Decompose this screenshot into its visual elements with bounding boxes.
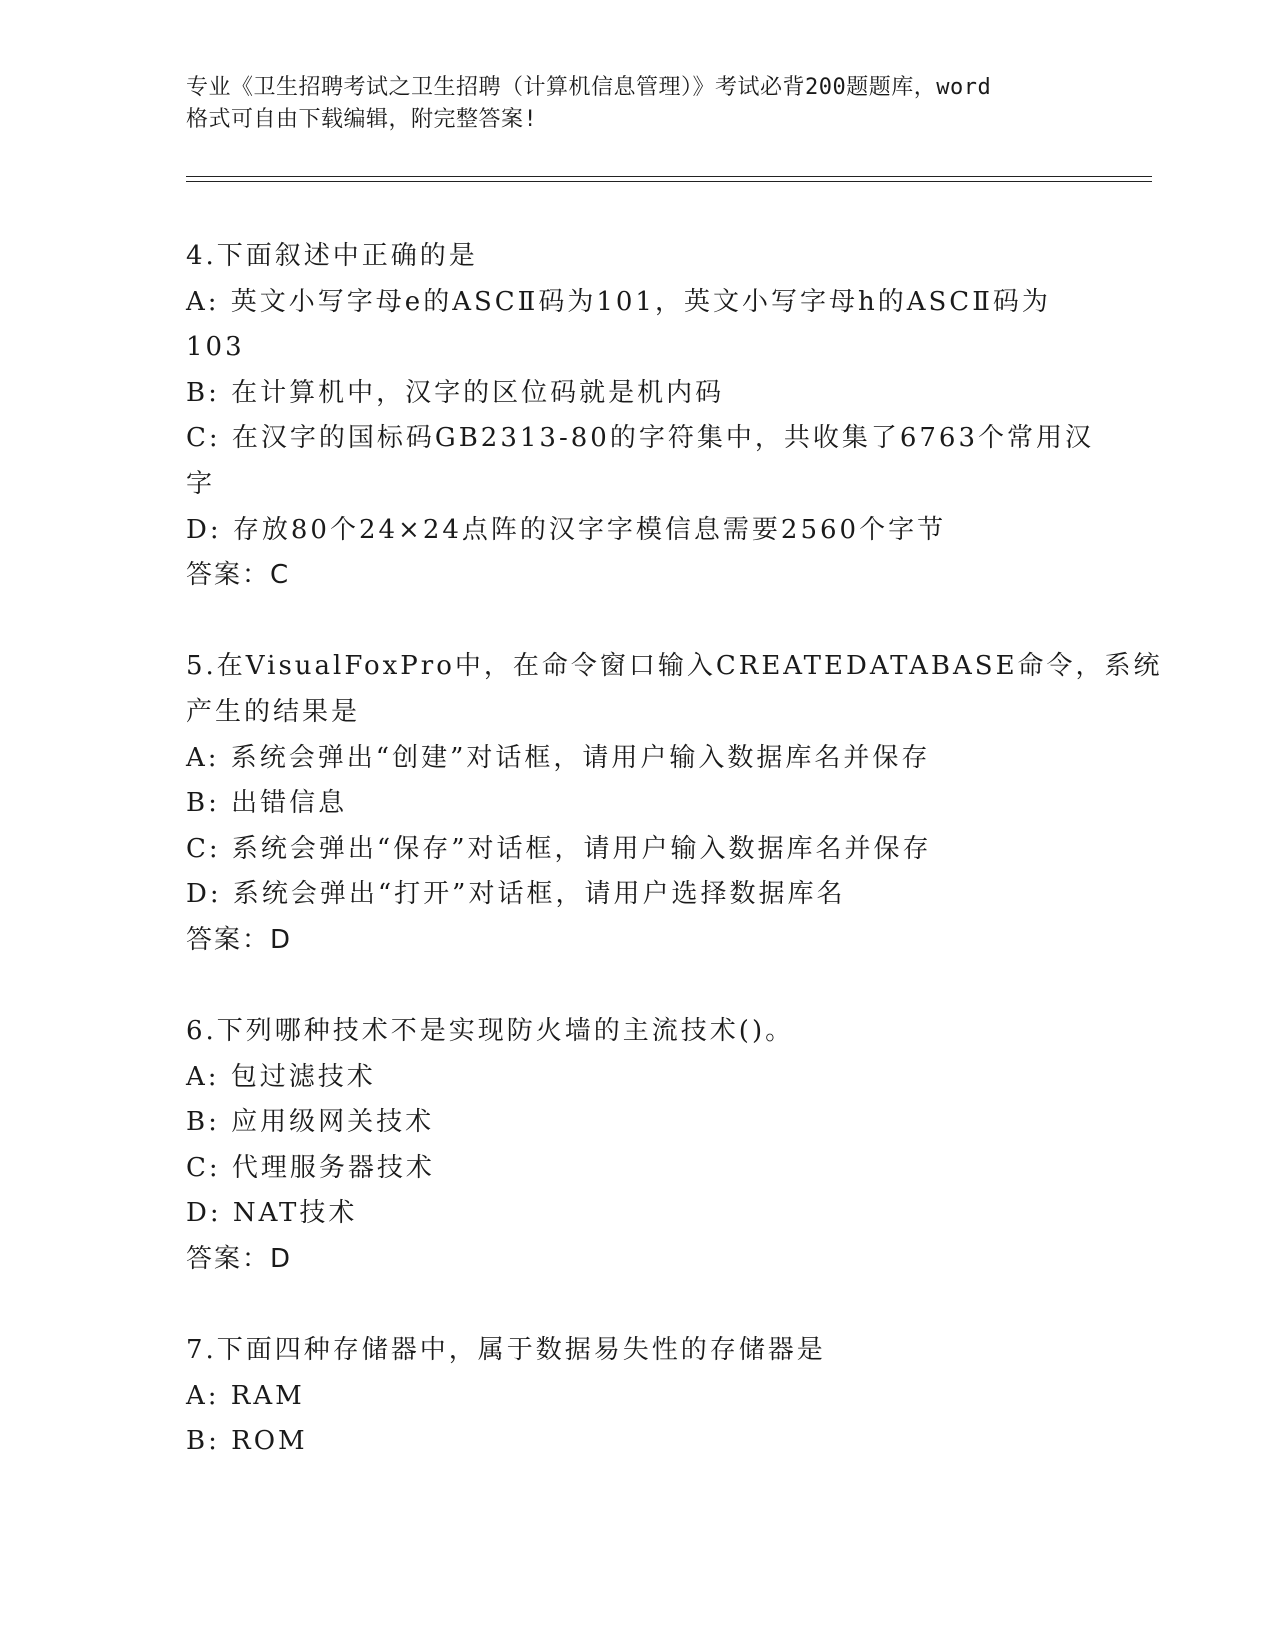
answer-option: A: 英文小写字母e的ASCⅡ码为101，英文小写字母h的ASCⅡ码为: [186, 286, 1051, 317]
header-title-line-2: 格式可自由下载编辑，附完整答案!: [186, 107, 538, 132]
answer-key: 答案：C: [186, 560, 291, 591]
answer-option: B: ROM: [186, 1426, 308, 1457]
question-block: [186, 644, 1163, 963]
answer-option: 103: [186, 332, 245, 363]
answer-option: A: 包过滤技术: [186, 1061, 376, 1092]
answer-key: 答案：D: [186, 924, 293, 955]
answer-option: D: 系统会弹出“打开”对话框，请用户选择数据库名: [186, 879, 846, 910]
question-stem: 6.下列哪种技术不是实现防火墙的主流技术()。: [186, 1016, 795, 1047]
document-header: [186, 72, 1086, 136]
question-stem: 7.下面四种存储器中，属于数据易失性的存储器是: [186, 1335, 826, 1366]
question-block: [186, 1328, 1086, 1465]
answer-key: 答案：D: [186, 1244, 293, 1275]
question-spacer: [186, 1283, 1086, 1329]
answer-option: A: 系统会弹出“创建”对话框，请用户输入数据库名并保存: [186, 742, 931, 773]
header-title-line-1: 专业《卫生招聘考试之卫生招聘（计算机信息管理）》考试必背200题题库，word: [186, 75, 992, 100]
answer-option: 字: [186, 468, 216, 499]
question-spacer: [186, 964, 1086, 1010]
answer-option: B: 出错信息: [186, 788, 348, 819]
question-spacer: [186, 599, 1086, 645]
question-list: [186, 234, 1163, 1465]
header-divider-bottom: [186, 181, 1152, 182]
question-stem: 产生的结果是: [186, 696, 361, 727]
answer-option: C: 代理服务器技术: [186, 1152, 435, 1183]
answer-option: B: 应用级网关技术: [186, 1107, 435, 1138]
answer-option: D: 存放80个24×24点阵的汉字字模信息需要2560个字节: [186, 514, 947, 545]
answer-option: C: 在汉字的国标码GB2313-80的字符集中，共收集了6763个常用汉: [186, 423, 1094, 454]
header-divider-top: [186, 176, 1152, 177]
question-stem: 5.在VisualFoxPro中，在命令窗口输入CREATEDATABASE命令，系统: [186, 651, 1163, 682]
answer-option: C: 系统会弹出“保存”对话框，请用户输入数据库名并保存: [186, 833, 932, 864]
question-block: [186, 234, 1094, 599]
answer-option: D: NAT技术: [186, 1198, 358, 1229]
question-stem: 4.下面叙述中正确的是: [186, 241, 478, 271]
answer-option: B: 在计算机中，汉字的区位码就是机内码: [186, 377, 725, 408]
question-block: [186, 1009, 1086, 1283]
answer-option: A: RAM: [186, 1380, 305, 1411]
